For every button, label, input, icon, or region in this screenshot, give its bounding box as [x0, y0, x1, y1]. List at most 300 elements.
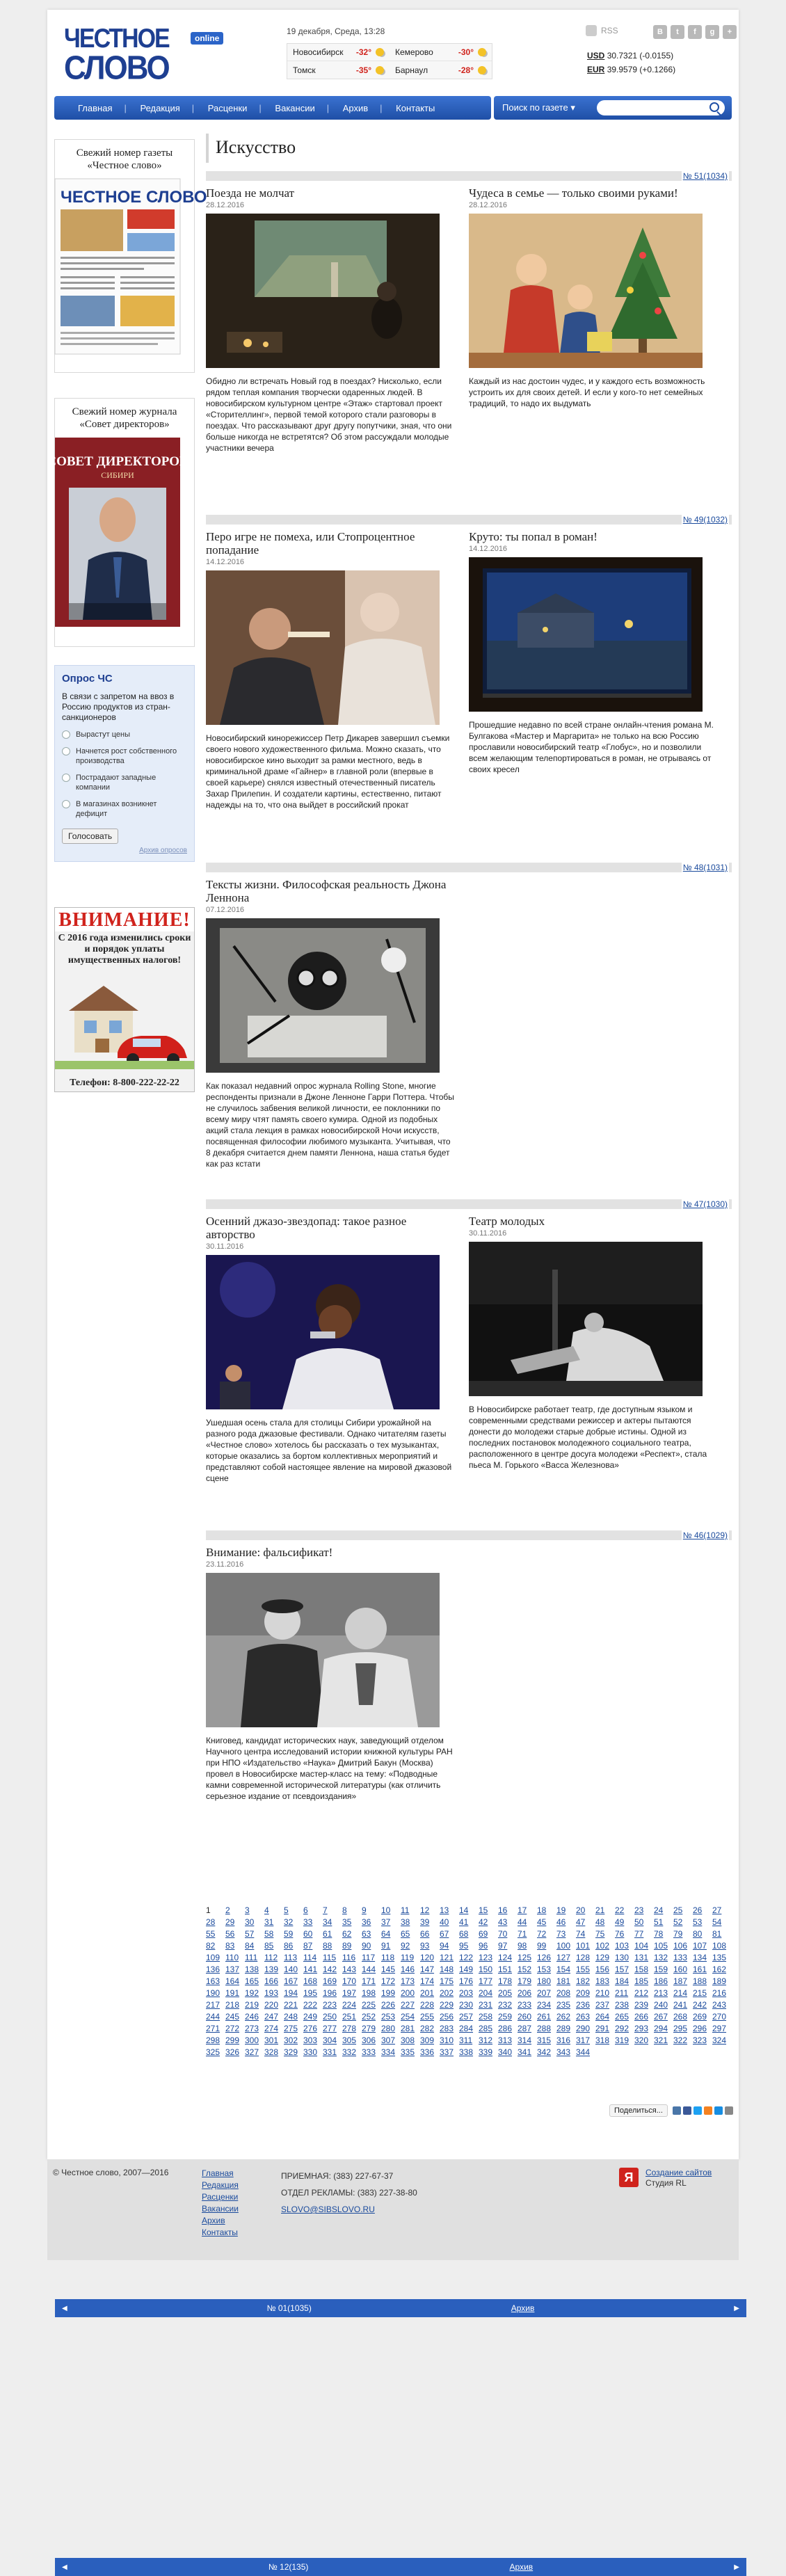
page-link[interactable]: 200 [401, 1988, 415, 1998]
page-link[interactable]: 293 [634, 2024, 649, 2033]
page-link[interactable]: 142 [323, 1965, 337, 1974]
page-link[interactable]: 211 [615, 1988, 629, 1998]
page-link[interactable]: 285 [479, 2024, 493, 2033]
page-link[interactable]: 325 [206, 2047, 220, 2057]
facebook-icon[interactable]: f [688, 25, 702, 39]
page-link[interactable]: 7 [323, 1905, 328, 1915]
page-link[interactable]: 17 [518, 1905, 527, 1915]
page-link[interactable]: 214 [673, 1988, 688, 1998]
page-link[interactable]: 139 [264, 1965, 279, 1974]
page-link[interactable]: 311 [459, 2035, 473, 2045]
page-link[interactable]: 20 [576, 1905, 586, 1915]
page-link[interactable]: 57 [245, 1929, 255, 1939]
page-link[interactable]: 212 [634, 1988, 649, 1998]
page-link[interactable]: 254 [401, 2012, 415, 2022]
article-title[interactable]: Осенний джазо-звездопад: такое разное авторство [206, 1215, 407, 1241]
page-link[interactable]: 133 [673, 1953, 688, 1962]
page-link[interactable]: 268 [673, 2012, 688, 2022]
nav-vacancies[interactable]: | Вакансии [261, 103, 328, 113]
page-link[interactable]: 259 [498, 2012, 513, 2022]
page-link[interactable]: 103 [615, 1941, 629, 1951]
page-link[interactable]: 51 [654, 1917, 664, 1927]
page-link[interactable]: 283 [440, 2024, 454, 2033]
article-image[interactable] [469, 1242, 703, 1396]
page-link[interactable]: 221 [284, 2000, 298, 2010]
page-link[interactable]: 196 [323, 1988, 337, 1998]
page-link[interactable]: 294 [654, 2024, 668, 2033]
page-link[interactable]: 42 [479, 1917, 488, 1927]
page-link[interactable]: 12 [420, 1905, 430, 1915]
page-link[interactable]: 36 [362, 1917, 371, 1927]
page-link[interactable]: 137 [225, 1965, 240, 1974]
page-link[interactable]: 53 [693, 1917, 703, 1927]
page-link[interactable]: 292 [615, 2024, 629, 2033]
page-link[interactable]: 128 [576, 1953, 591, 1962]
page-link[interactable]: 69 [479, 1929, 488, 1939]
page-link[interactable]: 296 [693, 2024, 707, 2033]
next-arrow-icon[interactable]: ▶ [734, 2563, 739, 2571]
page-link[interactable]: 182 [576, 1976, 591, 1986]
yandex-icon[interactable]: Я [619, 2168, 639, 2187]
page-link[interactable]: 263 [576, 2012, 591, 2022]
article-image[interactable] [469, 557, 703, 712]
article-title[interactable]: Тексты жизни. Философская реальность Джона Леннона [206, 878, 447, 904]
page-link[interactable]: 106 [673, 1941, 688, 1951]
page-link[interactable]: 281 [401, 2024, 415, 2033]
page-link[interactable]: 264 [595, 2012, 610, 2022]
page-link[interactable]: 40 [440, 1917, 449, 1927]
page-link[interactable]: 225 [362, 2000, 376, 2010]
radio-button[interactable] [62, 774, 70, 782]
page-link[interactable]: 284 [459, 2024, 474, 2033]
page-link[interactable]: 156 [595, 1965, 610, 1974]
page-link[interactable]: 78 [654, 1929, 664, 1939]
page-link[interactable]: 64 [381, 1929, 391, 1939]
page-link[interactable]: 152 [518, 1965, 532, 1974]
page-link[interactable]: 2 [225, 1905, 230, 1915]
page-link[interactable]: 145 [381, 1965, 396, 1974]
page-link[interactable]: 92 [401, 1941, 410, 1951]
page-link[interactable]: 181 [556, 1976, 571, 1986]
page-link[interactable]: 185 [634, 1976, 649, 1986]
page-link[interactable]: 62 [342, 1929, 352, 1939]
page-link[interactable]: 209 [576, 1988, 591, 1998]
page-link[interactable]: 183 [595, 1976, 610, 1986]
page-link[interactable]: 218 [225, 2000, 240, 2010]
search-scope-dropdown[interactable]: Поиск по газете ▾ [502, 102, 575, 113]
page-link[interactable]: 60 [303, 1929, 313, 1939]
page-link[interactable]: 10 [381, 1905, 391, 1915]
page-link[interactable]: 251 [342, 2012, 357, 2022]
page-link[interactable]: 138 [245, 1965, 259, 1974]
article-image[interactable] [469, 214, 703, 368]
page-link[interactable]: 233 [518, 2000, 532, 2010]
page-link[interactable]: 160 [673, 1965, 688, 1974]
page-link[interactable]: 304 [323, 2035, 337, 2045]
page-link[interactable]: 342 [537, 2047, 552, 2057]
page-link[interactable]: 320 [634, 2035, 649, 2045]
page-link[interactable]: 306 [362, 2035, 376, 2045]
page-link[interactable]: 120 [420, 1953, 435, 1962]
page-link[interactable]: 136 [206, 1965, 220, 1974]
page-link[interactable]: 148 [440, 1965, 454, 1974]
page-link[interactable]: 247 [264, 2012, 279, 2022]
page-link[interactable]: 61 [323, 1929, 332, 1939]
page-link[interactable]: 265 [615, 2012, 629, 2022]
page-link[interactable]: 15 [479, 1905, 488, 1915]
page-link[interactable]: 272 [225, 2024, 240, 2033]
page-link[interactable]: 295 [673, 2024, 688, 2033]
page-link[interactable]: 6 [303, 1905, 308, 1915]
footer-link-contacts[interactable]: Контакты [202, 2227, 238, 2237]
page-link[interactable]: 193 [264, 1988, 279, 1998]
page-link[interactable]: 134 [693, 1953, 707, 1962]
page-link[interactable]: 178 [498, 1976, 513, 1986]
page-link[interactable]: 135 [712, 1953, 727, 1962]
site-logo[interactable] [64, 23, 231, 87]
page-link[interactable]: 54 [712, 1917, 722, 1927]
page-link[interactable]: 322 [673, 2035, 688, 2045]
page-link[interactable]: 253 [381, 2012, 396, 2022]
page-link[interactable]: 229 [440, 2000, 454, 2010]
page-link[interactable]: 91 [381, 1941, 391, 1951]
page-link[interactable]: 270 [712, 2012, 727, 2022]
page-link[interactable]: 299 [225, 2035, 240, 2045]
page-link[interactable]: 267 [654, 2012, 668, 2022]
page-link[interactable]: 109 [206, 1953, 220, 1962]
page-link[interactable]: 26 [693, 1905, 703, 1915]
prev-arrow-icon[interactable]: ◀ [62, 2563, 67, 2571]
page-link[interactable]: 210 [595, 1988, 610, 1998]
page-link[interactable]: 217 [206, 2000, 220, 2010]
article-title[interactable]: Перо игре не помеха, или Стопроцентное попадание [206, 530, 415, 557]
article-image[interactable] [206, 918, 440, 1073]
page-link[interactable]: 19 [556, 1905, 566, 1915]
page-link[interactable]: 88 [323, 1941, 332, 1951]
page-link[interactable]: 186 [654, 1976, 668, 1986]
footer-link-editorial[interactable]: Редакция [202, 2180, 239, 2190]
page-link[interactable]: 81 [712, 1929, 722, 1939]
page-link[interactable]: 257 [459, 2012, 474, 2022]
footer-link-home[interactable]: Главная [202, 2168, 234, 2178]
page-link[interactable]: 174 [420, 1976, 435, 1986]
page-link[interactable]: 77 [634, 1929, 644, 1939]
page-link[interactable]: 1 [206, 1905, 211, 1915]
page-link[interactable]: 172 [381, 1976, 396, 1986]
page-link[interactable]: 280 [381, 2024, 396, 2033]
page-link[interactable]: 261 [537, 2012, 552, 2022]
page-link[interactable]: 176 [459, 1976, 474, 1986]
page-link[interactable]: 157 [615, 1965, 629, 1974]
studio-link[interactable]: Создание сайтов [645, 2168, 712, 2177]
page-link[interactable]: 115 [323, 1953, 337, 1962]
page-link[interactable]: 303 [303, 2035, 318, 2045]
page-link[interactable]: 143 [342, 1965, 357, 1974]
page-link[interactable]: 327 [245, 2047, 259, 2057]
page-link[interactable]: 190 [206, 1988, 220, 1998]
page-link[interactable]: 147 [420, 1965, 435, 1974]
nav-prices[interactable]: | Расценки [194, 103, 262, 113]
prev-arrow-icon[interactable]: ◀ [62, 2304, 67, 2312]
page-link[interactable]: 256 [440, 2012, 454, 2022]
page-link[interactable]: 301 [264, 2035, 279, 2045]
page-link[interactable]: 119 [401, 1953, 415, 1962]
page-link[interactable]: 220 [264, 2000, 279, 2010]
page-link[interactable]: 170 [342, 1976, 357, 1986]
page-link[interactable]: 234 [537, 2000, 552, 2010]
page-link[interactable]: 232 [498, 2000, 513, 2010]
page-link[interactable]: 18 [537, 1905, 547, 1915]
page-link[interactable]: 59 [284, 1929, 294, 1939]
page-link[interactable]: 195 [303, 1988, 318, 1998]
page-link[interactable]: 277 [323, 2024, 337, 2033]
page-link[interactable]: 338 [459, 2047, 474, 2057]
page-link[interactable]: 289 [556, 2024, 571, 2033]
page-link[interactable]: 216 [712, 1988, 727, 1998]
page-link[interactable]: 93 [420, 1941, 430, 1951]
page-link[interactable]: 46 [556, 1917, 566, 1927]
page-link[interactable]: 5 [284, 1905, 289, 1915]
page-link[interactable]: 126 [537, 1953, 552, 1962]
page-link[interactable]: 226 [381, 2000, 396, 2010]
page-link[interactable]: 113 [284, 1953, 298, 1962]
twitter-icon[interactable]: t [671, 25, 684, 39]
page-link[interactable]: 239 [634, 2000, 649, 2010]
page-link[interactable]: 288 [537, 2024, 552, 2033]
page-link[interactable]: 129 [595, 1953, 610, 1962]
vk-share-icon[interactable] [673, 2106, 681, 2115]
issue-number-link[interactable]: № 47(1030) [682, 1199, 728, 1209]
page-link[interactable]: 158 [634, 1965, 649, 1974]
page-link[interactable]: 99 [537, 1941, 547, 1951]
page-link[interactable]: 65 [401, 1929, 410, 1939]
search-icon[interactable] [709, 102, 719, 112]
page-link[interactable]: 167 [284, 1976, 298, 1986]
page-link[interactable]: 180 [537, 1976, 552, 1986]
page-link[interactable]: 90 [362, 1941, 371, 1951]
page-link[interactable]: 189 [712, 1976, 727, 1986]
page-link[interactable]: 48 [595, 1917, 605, 1927]
page-link[interactable]: 72 [537, 1929, 547, 1939]
page-link[interactable]: 22 [615, 1905, 625, 1915]
page-link[interactable]: 28 [206, 1917, 216, 1927]
page-link[interactable]: 230 [459, 2000, 474, 2010]
page-link[interactable]: 213 [654, 1988, 668, 1998]
page-link[interactable]: 169 [323, 1976, 337, 1986]
nav-archive[interactable]: | Архив [329, 103, 382, 113]
page-link[interactable]: 23 [634, 1905, 644, 1915]
page-link[interactable]: 21 [595, 1905, 605, 1915]
page-link[interactable]: 140 [284, 1965, 298, 1974]
page-link[interactable]: 273 [245, 2024, 259, 2033]
page-link[interactable]: 323 [693, 2035, 707, 2045]
page-link[interactable]: 290 [576, 2024, 591, 2033]
page-link[interactable]: 341 [518, 2047, 532, 2057]
journal-issue-link[interactable]: № 12(135) [268, 2562, 309, 2572]
page-link[interactable]: 201 [420, 1988, 435, 1998]
article-image[interactable] [206, 1255, 440, 1409]
page-link[interactable]: 330 [303, 2047, 318, 2057]
page-link[interactable]: 96 [479, 1941, 488, 1951]
page-link[interactable]: 73 [556, 1929, 566, 1939]
page-link[interactable]: 344 [576, 2047, 591, 2057]
newspaper-cover-image[interactable] [55, 179, 207, 354]
page-link[interactable]: 224 [342, 2000, 357, 2010]
share-button[interactable]: Поделиться... [609, 2104, 668, 2117]
page-link[interactable]: 165 [245, 1976, 259, 1986]
page-link[interactable]: 121 [440, 1953, 454, 1962]
page-link[interactable]: 83 [225, 1941, 235, 1951]
page-link[interactable]: 14 [459, 1905, 469, 1915]
page-link[interactable]: 31 [264, 1917, 274, 1927]
page-link[interactable]: 161 [693, 1965, 707, 1974]
vote-button[interactable]: Голосовать [62, 829, 118, 844]
issue-number-link[interactable]: № 46(1029) [682, 1530, 728, 1540]
issue-number-link[interactable]: № 48(1031) [682, 863, 728, 872]
page-link[interactable]: 335 [401, 2047, 415, 2057]
page-link[interactable]: 206 [518, 1988, 532, 1998]
page-link[interactable]: 237 [595, 2000, 610, 2010]
page-link[interactable]: 242 [693, 2000, 707, 2010]
page-link[interactable]: 175 [440, 1976, 454, 1986]
page-link[interactable]: 231 [479, 2000, 493, 2010]
page-link[interactable]: 337 [440, 2047, 454, 2057]
page-link[interactable]: 315 [537, 2035, 552, 2045]
page-link[interactable]: 154 [556, 1965, 571, 1974]
page-link[interactable]: 236 [576, 2000, 591, 2010]
page-link[interactable]: 4 [264, 1905, 269, 1915]
page-link[interactable]: 70 [498, 1929, 508, 1939]
page-link[interactable]: 130 [615, 1953, 629, 1962]
page-link[interactable]: 168 [303, 1976, 318, 1986]
page-link[interactable]: 94 [440, 1941, 449, 1951]
page-link[interactable]: 309 [420, 2035, 435, 2045]
page-link[interactable]: 271 [206, 2024, 220, 2033]
page-link[interactable]: 150 [479, 1965, 493, 1974]
page-link[interactable]: 258 [479, 2012, 493, 2022]
page-link[interactable]: 146 [401, 1965, 415, 1974]
issue-number-link[interactable]: № 51(1034) [682, 171, 728, 181]
page-link[interactable]: 331 [323, 2047, 337, 2057]
page-link[interactable]: 125 [518, 1953, 532, 1962]
page-link[interactable]: 104 [634, 1941, 649, 1951]
page-link[interactable]: 141 [303, 1965, 318, 1974]
page-link[interactable]: 298 [206, 2035, 220, 2045]
page-link[interactable]: 240 [654, 2000, 668, 2010]
article-title[interactable]: Театр молодых [469, 1215, 545, 1228]
page-link[interactable]: 124 [498, 1953, 513, 1962]
footer-link-vacancies[interactable]: Вакансии [202, 2204, 239, 2214]
page-link[interactable]: 228 [420, 2000, 435, 2010]
page-link[interactable]: 110 [225, 1953, 239, 1962]
page-link[interactable]: 188 [693, 1976, 707, 1986]
article-title[interactable]: Круто: ты попал в роман! [469, 530, 597, 543]
page-link[interactable]: 340 [498, 2047, 513, 2057]
page-link[interactable]: 204 [479, 1988, 493, 1998]
page-link[interactable]: 173 [401, 1976, 415, 1986]
page-link[interactable]: 255 [420, 2012, 435, 2022]
page-link[interactable]: 274 [264, 2024, 279, 2033]
poll-archive-link[interactable]: Архив опросов [139, 847, 187, 854]
page-link[interactable]: 151 [498, 1965, 513, 1974]
poll-option[interactable] [62, 799, 187, 819]
page-link[interactable]: 71 [518, 1929, 527, 1939]
page-link[interactable]: 43 [498, 1917, 508, 1927]
page-link[interactable]: 117 [362, 1953, 376, 1962]
page-link[interactable]: 194 [284, 1988, 298, 1998]
page-link[interactable]: 276 [303, 2024, 318, 2033]
poll-option[interactable] [62, 730, 187, 739]
page-link[interactable]: 33 [303, 1917, 313, 1927]
page-link[interactable]: 27 [712, 1905, 722, 1915]
page-link[interactable]: 114 [303, 1953, 317, 1962]
page-link[interactable]: 343 [556, 2047, 571, 2057]
journal-cover-image[interactable] [47, 438, 189, 627]
page-link[interactable]: 333 [362, 2047, 376, 2057]
page-link[interactable]: 310 [440, 2035, 454, 2045]
page-link[interactable]: 248 [284, 2012, 298, 2022]
page-link[interactable]: 177 [479, 1976, 493, 1986]
page-link[interactable]: 197 [342, 1988, 357, 1998]
page-link[interactable]: 312 [479, 2035, 493, 2045]
page-link[interactable]: 3 [245, 1905, 250, 1915]
page-link[interactable]: 282 [420, 2024, 435, 2033]
page-link[interactable]: 278 [342, 2024, 357, 2033]
email-link[interactable]: SLOVO@SIBSLOVO.RU [281, 2205, 375, 2214]
page-link[interactable]: 159 [654, 1965, 668, 1974]
page-link[interactable]: 107 [693, 1941, 707, 1951]
google-icon[interactable]: g [705, 25, 719, 39]
page-link[interactable]: 329 [284, 2047, 298, 2057]
page-link[interactable]: 223 [323, 2000, 337, 2010]
page-link[interactable]: 79 [673, 1929, 683, 1939]
journal-archive-link[interactable]: Архив [509, 2562, 534, 2572]
page-link[interactable]: 250 [323, 2012, 337, 2022]
page-link[interactable]: 35 [342, 1917, 352, 1927]
page-link[interactable]: 215 [693, 1988, 707, 1998]
page-link[interactable]: 205 [498, 1988, 513, 1998]
article-image[interactable] [206, 1573, 440, 1727]
page-link[interactable]: 262 [556, 2012, 571, 2022]
page-link[interactable]: 199 [381, 1988, 396, 1998]
page-link[interactable]: 324 [712, 2035, 727, 2045]
tax-ad-banner[interactable] [54, 907, 195, 1092]
page-link[interactable]: 102 [595, 1941, 610, 1951]
page-link[interactable]: 162 [712, 1965, 727, 1974]
radio-button[interactable] [62, 800, 70, 808]
article-title[interactable]: Поезда не молчат [206, 186, 295, 200]
page-link[interactable]: 314 [518, 2035, 532, 2045]
facebook-share-icon[interactable] [683, 2106, 691, 2115]
page-link[interactable]: 34 [323, 1917, 332, 1927]
page-link[interactable]: 208 [556, 1988, 571, 1998]
issue-number-link[interactable]: № 49(1032) [682, 515, 728, 525]
mail-share-icon[interactable] [714, 2106, 723, 2115]
page-link[interactable]: 84 [245, 1941, 255, 1951]
page-link[interactable]: 85 [264, 1941, 274, 1951]
nav-home[interactable]: Главная [78, 102, 113, 113]
page-link[interactable]: 97 [498, 1941, 508, 1951]
page-link[interactable]: 41 [459, 1917, 469, 1927]
page-link[interactable]: 101 [576, 1941, 591, 1951]
page-link[interactable]: 164 [225, 1976, 240, 1986]
page-link[interactable]: 269 [693, 2012, 707, 2022]
page-link[interactable]: 153 [537, 1965, 552, 1974]
page-link[interactable]: 55 [206, 1929, 216, 1939]
page-link[interactable]: 246 [245, 2012, 259, 2022]
page-link[interactable]: 63 [362, 1929, 371, 1939]
article-title[interactable]: Чудеса в семье — только своими руками! [469, 186, 678, 200]
